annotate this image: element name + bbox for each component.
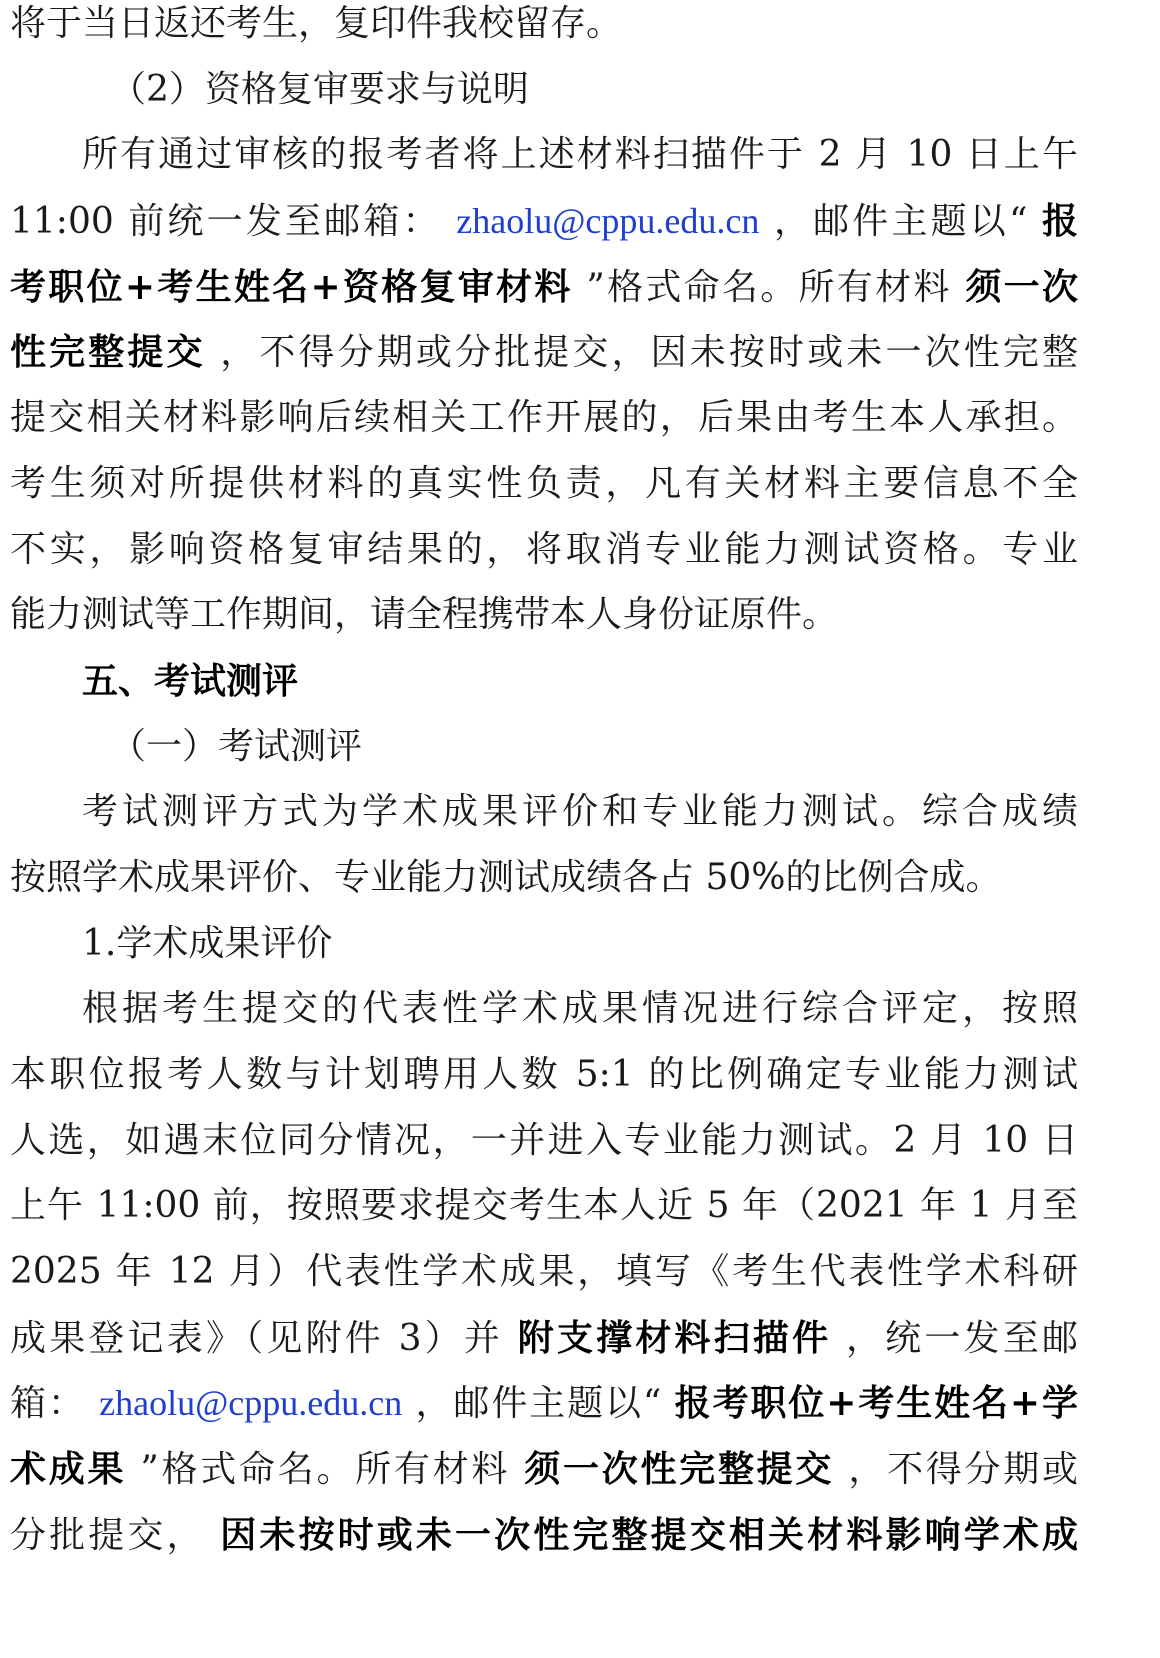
text-run: 考试测评方式为学术成果评价和专业能力测试。综合成绩 <box>82 791 1078 833</box>
text-run: 11:00 前统一发至邮箱： <box>10 201 442 243</box>
bold-text: 须一次 <box>965 265 1078 308</box>
text-run: ，邮件主题以“ <box>415 1383 662 1425</box>
paragraph-line <box>10 394 1078 460</box>
bold-text: 因未按时或未一次性完整提交相关材料影响学术成 <box>220 1513 1078 1556</box>
email-link[interactable]: zhaolu@cppu.edu.cn <box>456 201 760 242</box>
text-run: ”格式命名。所有材料 <box>140 1449 511 1491</box>
text-run: 本职位报考人数与计划聘用人数 5:1 的比例确定专业能力测试 <box>10 1054 1078 1095</box>
text-run: 能力测试等工作期间，请全程携带本人身份证原件。 <box>10 594 839 636</box>
section-subheading <box>10 723 1078 789</box>
text-run: ”格式命名。所有材料 <box>586 266 952 308</box>
paragraph-line <box>10 985 1078 1051</box>
section-subheading <box>10 66 1078 132</box>
text-run: 按照学术成果评价、专业能力测试成绩各占 50%的比例合成。 <box>10 856 1002 898</box>
paragraph-line <box>10 131 1078 197</box>
email-link[interactable]: zhaolu@cppu.edu.cn <box>99 1383 403 1424</box>
text-run: 2025 年 12 月）代表性学术成果，填写《考生代表性学术科研 <box>10 1251 1078 1293</box>
item-heading <box>10 920 1078 986</box>
paragraph-line <box>10 1445 1078 1511</box>
paragraph-line <box>10 788 1078 854</box>
bold-text: 报 <box>1041 200 1078 243</box>
paragraph-line <box>10 1379 1078 1445</box>
bold-text: 报考职位+考生姓名+学 <box>674 1382 1078 1425</box>
text-run: （2）资格复审要求与说明 <box>110 68 529 110</box>
text-run: 不实，影响资格复审结果的，将取消专业能力测试资格。专业 <box>10 528 1078 570</box>
paragraph-line <box>10 197 1078 263</box>
bold-text: 性完整提交 <box>10 331 206 374</box>
text-run: 所有通过审核的报考者将上述材料扫描件于 2 月 10 日上午 <box>82 134 1078 176</box>
paragraph-line <box>10 1117 1078 1183</box>
paragraph-line <box>10 1051 1078 1117</box>
text-run: ，统一发至邮 <box>845 1317 1078 1359</box>
bold-text: 考职位+考生姓名+资格复审材料 <box>10 265 573 308</box>
section-heading <box>10 657 1078 723</box>
paragraph-line <box>10 328 1078 394</box>
text-run: 箱： <box>10 1383 86 1425</box>
paragraph-line <box>10 1182 1078 1248</box>
paragraph-line <box>10 1314 1078 1380</box>
text-run: 将于当日返还考生，复印件我校留存。 <box>10 3 623 44</box>
paragraph-line <box>10 0 1078 66</box>
text-run: 分批提交， <box>10 1514 206 1556</box>
text-run: 考生须对所提供材料的真实性负责，凡有关材料主要信息不全 <box>10 462 1078 504</box>
text-run: 人选，如遇末位同分情况，一并进入专业能力测试。2 月 10 日 <box>10 1119 1078 1161</box>
text-run: 五、考试测评 <box>82 659 299 702</box>
bold-text: 须一次性完整提交 <box>524 1448 835 1491</box>
text-run: 上午 11:00 前，按照要求提交考生本人近 5 年（2021 年 1 月至 <box>10 1185 1078 1227</box>
paragraph-line <box>10 1511 1078 1577</box>
text-run: （一）考试测评 <box>110 725 363 767</box>
text-run: 根据考生提交的代表性学术成果情况进行综合评定，按照 <box>82 988 1078 1030</box>
bold-text: 附支撑材料扫描件 <box>517 1316 832 1359</box>
paragraph-line <box>10 460 1078 526</box>
bold-text: 术成果 <box>10 1448 127 1491</box>
text-run: 1.学术成果评价 <box>82 922 333 964</box>
text-run: 成果登记表》（见附件 3）并 <box>10 1317 504 1359</box>
text-run: 提交相关材料影响后续相关工作开展的，后果由考生本人承担。 <box>10 397 1078 439</box>
text-run: ，不得分期或分批提交，因未按时或未一次性完整 <box>220 332 1078 374</box>
text-run: ，不得分期或 <box>848 1449 1078 1491</box>
paragraph-line <box>10 591 1078 657</box>
text-run: ，邮件主题以“ <box>773 201 1028 243</box>
paragraph-line <box>10 526 1078 592</box>
paragraph-line <box>10 263 1078 329</box>
paragraph-line <box>10 1248 1078 1314</box>
paragraph-line <box>10 854 1078 920</box>
